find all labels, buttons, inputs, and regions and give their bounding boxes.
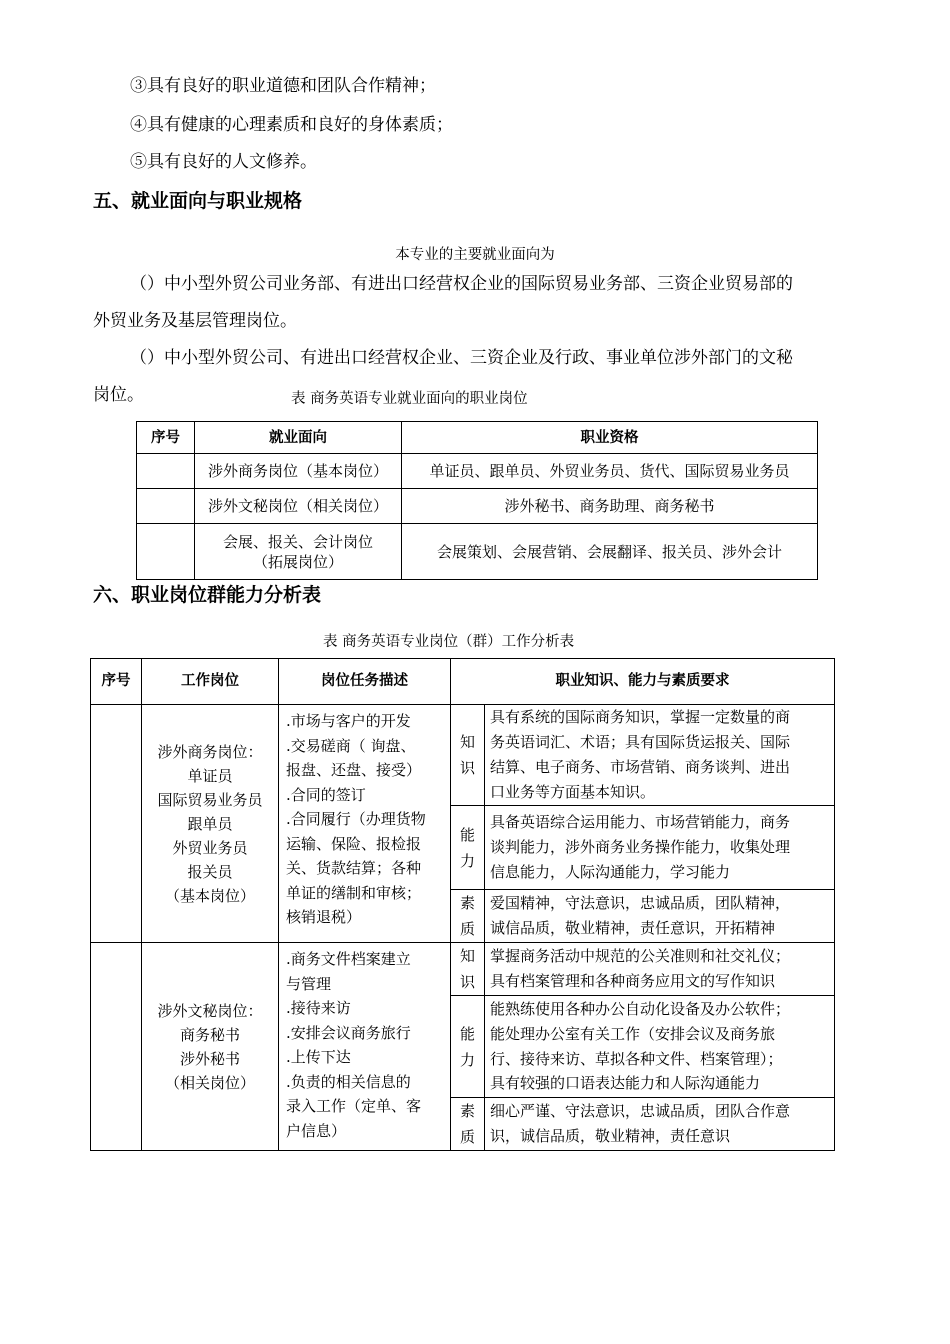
row-no: [137, 524, 195, 580]
section6-table-caption: 表 商务英语专业岗位（群）工作分析表: [323, 634, 575, 650]
table-row: [137, 524, 818, 580]
row-direction: 涉外文秘岗位（相关岗位）: [195, 489, 402, 524]
cat-char: 素: [459, 894, 475, 912]
intro-item-3: ③具有良好的职业道德和团队合作精神；: [130, 76, 436, 96]
post-line: 单证员: [187, 766, 233, 785]
req-line: 具有较强的口语表达能力和人际沟通能力: [490, 1074, 761, 1093]
req-category-ability: [451, 996, 485, 1098]
section5-para1-line2: 外贸业务及基层管理岗位。: [93, 311, 297, 331]
req-category-quality: [451, 1098, 485, 1151]
cat-char: 知: [459, 947, 475, 965]
direction-line: 会展、报关、会计岗位: [222, 532, 373, 551]
req-line: 具有系统的国际商务知识，掌握一定数量的商: [490, 708, 791, 727]
task-line: .安排会议商务旅行: [286, 1023, 411, 1042]
cat-char: 质: [459, 920, 475, 938]
req-line: 诚信品质，敬业精神，责任意识，开拓精神: [490, 919, 776, 937]
req-line: 具备英语综合运用能力、市场营销能力，商务: [490, 813, 791, 832]
task-line: .交易磋商（ 询盘、: [286, 736, 416, 755]
table-row: [91, 705, 835, 806]
direction-line: （拓展岗位）: [252, 552, 343, 571]
req-line: 识，诚信品质，敬业精神，责任意识: [490, 1127, 731, 1145]
req-line: 务英语词汇、术语；具有国际货运报关、国际: [490, 733, 791, 752]
req-line: 爱国精神，守法意识，忠诚品质，团队精神，: [490, 894, 791, 913]
req-line: 细心严谨、守法意识，忠诚品质，团队合作意: [490, 1102, 791, 1121]
post-line: 涉外秘书: [179, 1049, 240, 1068]
header-tasks: 岗位任务描述: [279, 659, 451, 705]
intro-item-5: ⑤具有良好的人文修养。: [130, 152, 317, 172]
req-text-quality: [485, 890, 835, 943]
header-no: 序号: [91, 659, 142, 705]
group-post: [142, 943, 279, 1151]
req-line: 谈判能力，涉外商务业务操作能力，收集处理: [490, 838, 791, 857]
req-category-quality: [451, 890, 485, 943]
post-line: （基本岗位）: [164, 886, 255, 905]
req-category-knowledge: [451, 705, 485, 806]
cat-char: 识: [459, 973, 475, 991]
cat-char: 力: [459, 1050, 475, 1069]
header-qualification: 职业资格: [402, 422, 818, 454]
table-row: [137, 454, 818, 489]
req-text-quality: [485, 1098, 835, 1151]
row-no: [137, 489, 195, 524]
section5-heading: 五、就业面向与职业规格: [93, 190, 303, 212]
section5-para2-line2: 岗位。: [93, 385, 144, 405]
req-line: 能熟练使用各种办公自动化设备及办公软件；: [490, 999, 791, 1018]
task-line: 报盘、还盘、接受）: [286, 761, 422, 779]
cat-char: 质: [459, 1128, 475, 1146]
table-header-row: [91, 659, 835, 705]
row-qualification: 单证员、跟单员、外贸业务员、货代、国际贸易业务员: [402, 454, 818, 489]
group-tasks: [279, 943, 451, 1151]
header-direction: 就业面向: [195, 422, 402, 454]
task-line: 与管理: [286, 974, 332, 993]
section5-subtitle: 本专业的主要就业面向为: [395, 247, 555, 263]
group-no: [91, 943, 142, 1151]
group-tasks: [279, 705, 451, 943]
req-text-knowledge: [485, 943, 835, 996]
task-line: .市场与客户的开发: [286, 712, 411, 730]
table-row: [91, 943, 835, 996]
post-line: 外贸业务员: [172, 838, 248, 857]
section5-para1-line1: （）中小型外贸公司业务部、有进出口经营权企业的国际贸易业务部、三资企业贸易部的: [130, 274, 793, 294]
task-line: 录入工作（定单、客: [286, 1097, 422, 1115]
task-line: .商务文件档案建立: [286, 950, 411, 968]
table-header-row: [137, 422, 818, 454]
req-line: 结算、电子商务、市场营销、商务谈判、进出: [490, 758, 791, 776]
post-line: 涉外文秘岗位：: [157, 1001, 263, 1020]
header-post: 工作岗位: [142, 659, 279, 705]
req-line: 掌握商务活动中规范的公关准则和社交礼仪；: [490, 947, 791, 966]
section5-table-caption: 表 商务英语专业就业面向的职业岗位: [291, 391, 528, 407]
req-text-ability: [485, 996, 835, 1098]
req-text-ability: [485, 806, 835, 890]
cat-char: 能: [459, 825, 475, 844]
post-line: 商务秘书: [179, 1025, 240, 1044]
cat-char: 力: [459, 851, 475, 870]
req-line: 能处理办公室有关工作（安排会议及商务旅: [490, 1024, 776, 1043]
req-line: 行、接待来访、草拟各种文件、档案管理）；: [490, 1049, 783, 1068]
task-line: .负责的相关信息的: [286, 1072, 411, 1091]
row-qualification: 会展策划、会展营销、会展翻译、报关员、涉外会计: [402, 524, 818, 580]
header-no: 序号: [137, 422, 195, 454]
group-post: [142, 705, 279, 943]
job-analysis-table: [90, 658, 835, 1151]
intro-item-4: ④具有健康的心理素质和良好的身体素质；: [130, 115, 453, 135]
req-category-knowledge: [451, 943, 485, 996]
cat-char: 识: [459, 759, 475, 777]
employment-direction-table: [136, 421, 818, 580]
post-line: 跟单员: [187, 814, 233, 833]
task-line: .合同的签订: [286, 785, 366, 804]
task-line: .上传下达: [286, 1048, 351, 1066]
req-text-knowledge: [485, 705, 835, 806]
cat-char: 能: [459, 1024, 475, 1043]
cat-char: 素: [459, 1102, 475, 1120]
table-row: [137, 489, 818, 524]
group-no: [91, 705, 142, 943]
row-qualification: 涉外秘书、商务助理、商务秘书: [402, 489, 818, 524]
req-category-ability: [451, 806, 485, 890]
task-line: .接待来访: [286, 999, 351, 1017]
task-line: 运输、保险、报检报: [286, 834, 422, 853]
req-line: 信息能力，人际沟通能力，学习能力: [490, 862, 731, 881]
section6-heading: 六、职业岗位群能力分析表: [93, 584, 322, 606]
post-line: （相关岗位）: [164, 1073, 255, 1092]
post-line: 报关员: [187, 862, 233, 881]
row-direction: [195, 524, 402, 580]
cat-char: 知: [459, 733, 475, 751]
task-line: .合同履行（办理货物: [286, 810, 426, 828]
row-no: [137, 454, 195, 489]
post-line: 涉外商务岗位：: [157, 742, 263, 761]
task-line: 核销退税）: [286, 908, 362, 926]
req-line: 具有档案管理和各种商务应用文的写作知识: [490, 972, 776, 990]
task-line: 户信息）: [286, 1121, 347, 1140]
post-line: 国际贸易业务员: [157, 790, 263, 809]
req-line: 口业务等方面基本知识。: [490, 782, 656, 801]
header-requirements: 职业知识、能力与素质要求: [451, 659, 835, 705]
task-line: 关、货款结算；各种: [286, 859, 422, 877]
row-direction: 涉外商务岗位（基本岗位）: [195, 454, 402, 489]
task-line: 单证的缮制和审核；: [286, 883, 422, 902]
section5-para2-line1: （）中小型外贸公司、有进出口经营权企业、三资企业及行政、事业单位涉外部门的文秘: [130, 348, 793, 368]
